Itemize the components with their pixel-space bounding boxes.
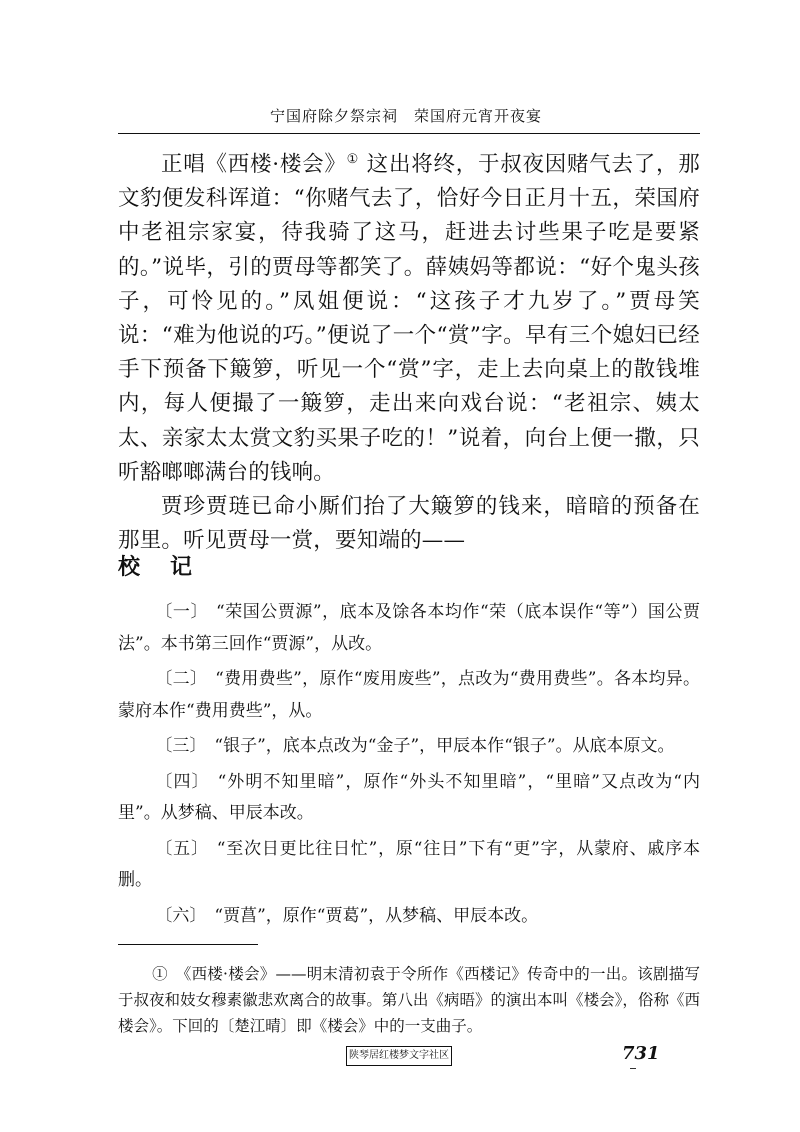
running-header: 宁国府除夕祭宗祠 荣国府元宵开夜宴 [270, 107, 543, 125]
collation-note [118, 597, 700, 660]
paragraph-2: 贾珍贾琏已命小厮们抬了大簸箩的钱来，暗暗的预备在那里。听见贾母一赏，要知端的—— [118, 494, 700, 554]
note-text: “至次日更比往日忙”，原“往日”下有“更”字，从蒙府、戚序本删。 [118, 838, 700, 890]
collation-note [118, 767, 700, 830]
footnote: ① 《西楼·楼会》——明末清初袁于令所作《西楼记》传奇中的一出。该剧描写于叔夜和妓女穆素徽悲欢离合的故事。第八出《病晤》的演出本叫《楼会》，俗称《西楼会》。下回的〔楚江晴〕即《楼会》中的一支曲子。 [118, 965, 700, 1035]
note-number: 〔四〕 [155, 771, 210, 792]
note-number: 〔五〕 [155, 838, 209, 859]
source-stamp: 陕琴居红楼梦文字社区 [346, 1046, 452, 1066]
note-text: “银子”，底本点改为“金子”，甲辰本作“银子”。从底本原文。 [214, 736, 675, 756]
note-text: “外明不知里暗”，原作“外头不知里暗”，“里暗”又点改为“内里”。从梦稿、甲辰本改。 [118, 771, 700, 823]
paragraph-1-lead: 正唱《西楼·楼会》 [161, 152, 347, 177]
page-number: 731 [622, 1043, 660, 1064]
note-text: “荣国公贾源”，底本及馀各本均作“荣（底本误作“等”）国公贾法”。本书第三回作“贾源”，从改。 [118, 602, 700, 654]
collation-note [118, 731, 700, 763]
note-text: “费用费些”，原作“废用废些”，点改为“费用费些”。各本均异。蒙府本作“费用费些”，从。 [118, 669, 701, 721]
main-text [118, 148, 700, 558]
collation-notes [118, 597, 700, 936]
paragraph-1-rest: 这出将终，于叔夜因赌气去了，那文豹便发科诨道：“你赌气去了，恰好今日正月十五，荣国府中老祖宗家宴，待我骑了这马，赶进去讨些果子吃是要紧的。”说毕，引的贾母等都笑了。薛姨妈等都说：“好个鬼头孩子，可怜见的。”凤姐便说：“这孩子才九岁了。”贾母笑说：“难为他说的巧。”便说了一个“赏”字。早有三个媳妇已经手下预备下簸箩，听见一个“赏”字，走上去向桌上的散钱堆内，每人便撮了一簸箩，走出来向戏台说：“老祖宗、姨太太、亲家太太赏文豹买果子吃的！”说着，向台上便一撒，只听豁啷啷满台的钱响。 [118, 152, 701, 485]
page-number-mark [630, 1068, 636, 1069]
header-rule [118, 133, 700, 134]
collation-note [118, 901, 700, 933]
footnote-reference[interactable]: ① [346, 151, 360, 167]
paragraph-1 [118, 148, 700, 490]
note-number: 〔三〕 [155, 736, 207, 756]
collation-note [118, 834, 700, 897]
note-number: 〔二〕 [155, 669, 208, 689]
note-text: “贾菖”，原作“贾葛”，从梦稿、甲辰本改。 [214, 905, 539, 926]
note-number: 〔一〕 [155, 602, 208, 622]
footnote-divider [118, 944, 258, 945]
collation-heading: 校记 [118, 555, 223, 580]
note-number: 〔六〕 [155, 905, 207, 926]
collation-note [118, 664, 700, 727]
